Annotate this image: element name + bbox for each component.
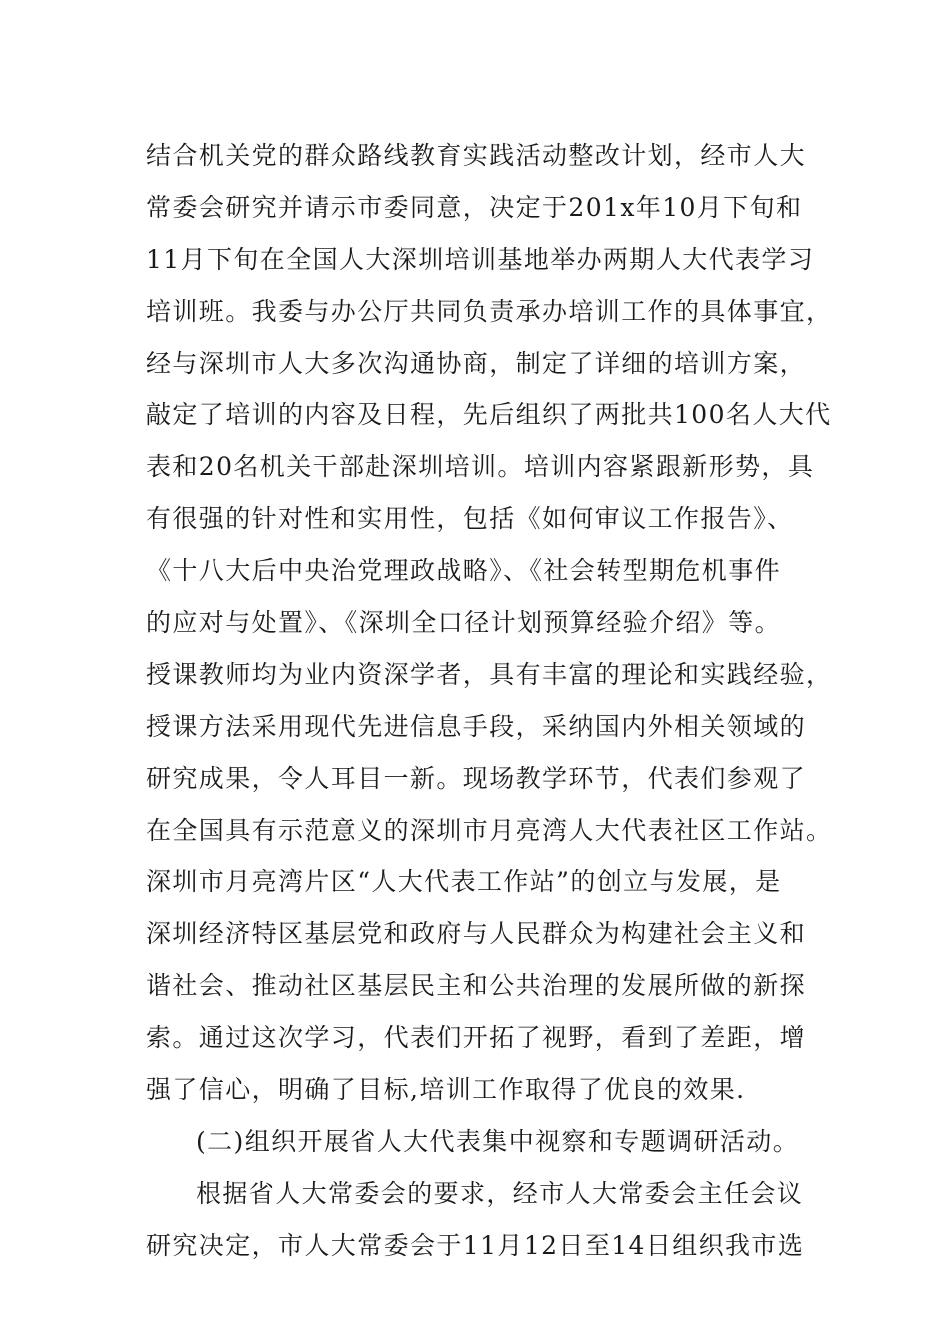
text-line: 研究决定，市人大常委会于11月12日至14日组织我市选 xyxy=(146,1230,805,1260)
text-line: 常委会研究并请示市委同意，决定于201x年10月下旬和 xyxy=(146,192,803,222)
text-line: 11月下旬在全国人大深圳培训基地举办两期人大代表学习 xyxy=(146,244,815,274)
text-line: 结合机关党的群众路线教育实践活动整改计划，经市人大 xyxy=(146,141,807,170)
text-line: 敲定了培训的内容及日程，先后组织了两批共100名人大代 xyxy=(146,400,832,430)
text-line: 授课教师均为业内资深学者，具有丰富的理论和实践经验， xyxy=(146,659,833,689)
text-line: 经与深圳市人大多次沟通协商，制定了详细的培训方案， xyxy=(146,348,807,378)
text-line: 索。通过这次学习，代表们开拓了视野，看到了差距，增 xyxy=(146,1023,807,1053)
text-line: 在全国具有示范意义的深圳市月亮湾人大代表社区工作站。 xyxy=(146,815,833,845)
text-line: 表和20名机关干部赴深圳培训。培训内容紧跟新形势，具 xyxy=(146,452,815,482)
text-line: 有很强的针对性和实用性，包括《如何审议工作报告》、 xyxy=(146,504,794,534)
text-line: 深圳市月亮湾片区“人大代表工作站”的创立与发展，是 xyxy=(146,867,782,897)
text-line: 的应对与处置》、《深圳全口径计划预算经验介绍》等。 xyxy=(146,608,782,638)
text-line: 《十八大后中央治党理政战略》、《社会转型期危机事件 xyxy=(146,556,782,586)
text-line: 研究成果，令人耳目一新。现场教学环节，代表们参观了 xyxy=(146,763,807,793)
text-line: 深圳经济特区基层党和政府与人民群众为构建社会主义和 xyxy=(146,919,807,949)
section-heading: (二)组织开展省人大代表集中视察和专题调研活动。 xyxy=(196,1126,800,1156)
text-line: 培训班。我委与办公厅共同负责承办培训工作的具体事宜， xyxy=(146,296,833,326)
text-line: 谐社会、推动社区基层民主和公共治理的发展所做的新探 xyxy=(146,971,807,1001)
paragraph-first-line: 根据省人大常委会的要求，经市人大常委会主任会议 xyxy=(196,1178,804,1208)
text-line: 授课方法采用现代先进信息手段，采纳国内外相关领域的 xyxy=(146,711,807,741)
body-text xyxy=(146,130,833,1272)
text-line: 强了信心，明确了目标,培训工作取得了优良的效果. xyxy=(146,1075,746,1105)
